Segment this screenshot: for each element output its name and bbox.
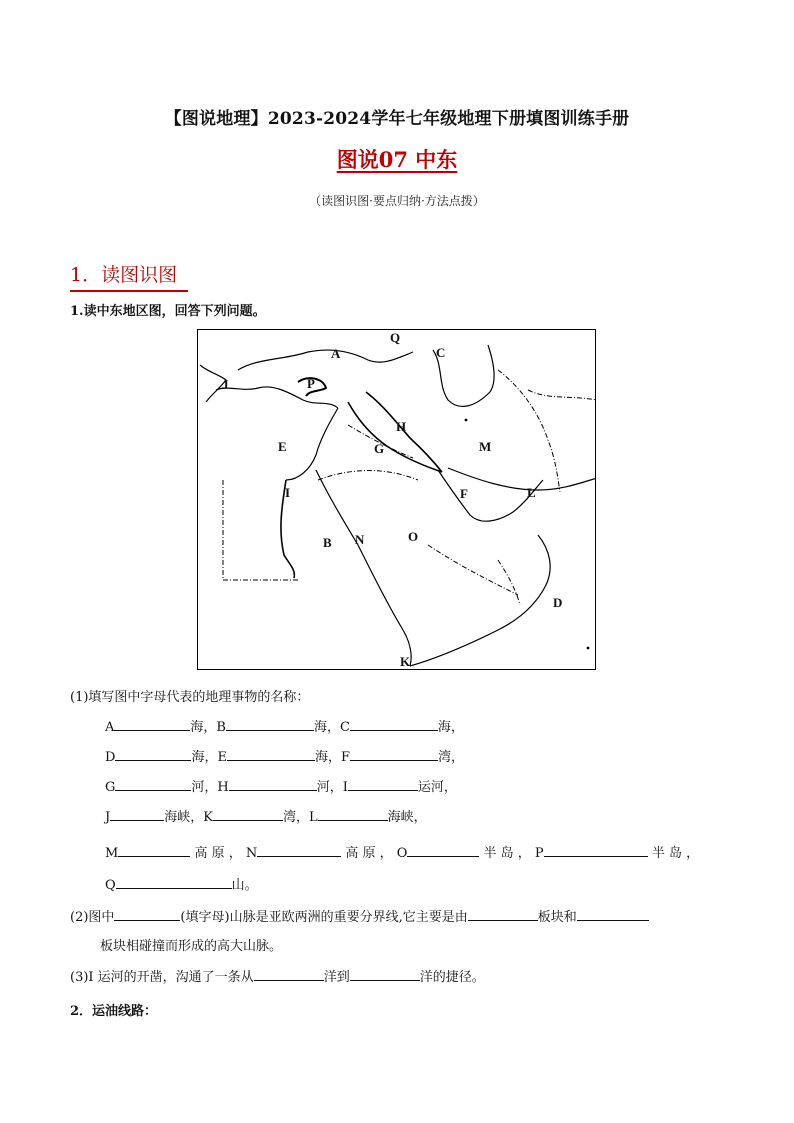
map-label-l: L [527, 485, 536, 500]
row2-letter: D [105, 750, 116, 765]
row4-suffix-a: 海峡，K [164, 810, 213, 825]
map-label-a: A [331, 346, 341, 361]
question-2-title-oil-route: 2．运油线路： [70, 1004, 158, 1019]
map-label-d: D [553, 595, 563, 610]
row5-suffix-d: 半 岛 ， [647, 846, 700, 861]
map-label-m: M [479, 439, 492, 454]
row5-suffix-c: 半 岛 ， P [479, 846, 544, 861]
map-label-o: O [408, 529, 419, 544]
answer-blank-k[interactable] [213, 807, 283, 821]
question-1-row-2 [105, 746, 464, 765]
answer-blank-plate-1[interactable] [468, 907, 538, 921]
question-1-row-3 [105, 776, 457, 795]
answer-blank-m[interactable] [118, 843, 190, 857]
question-1-row-4 [105, 806, 427, 825]
row2-suffix-c: 湾， [437, 750, 464, 765]
question-1-row-6 [105, 874, 258, 893]
answer-blank-c[interactable] [350, 717, 438, 731]
question-1-row-1 [105, 716, 464, 735]
answer-blank-j[interactable] [110, 807, 164, 821]
iran-south-coast [448, 468, 596, 490]
map-label-p: P [307, 376, 315, 391]
question-1-title: 1.读中东地区图，回答下列问题。 [70, 304, 266, 319]
map-label-k: K [400, 654, 411, 669]
answer-blank-q[interactable] [116, 875, 232, 889]
map-label-j: J [222, 377, 229, 392]
map-label-i: I [285, 485, 291, 500]
document-tagline: （读图识图·要点归纳·方法点拨） [309, 194, 485, 208]
document-subtitle [0, 144, 794, 174]
border-line-2 [318, 471, 418, 480]
row5-letter: M [105, 846, 119, 861]
row2-suffix-b: 海，F [314, 750, 350, 765]
q3-part-c: 洋的捷径。 [419, 970, 485, 985]
map-label-f: F [460, 486, 468, 501]
row3-suffix-b: 河，I [316, 780, 348, 795]
section-heading-read-map: 1．读图识图 [70, 260, 188, 292]
map-label-h: H [396, 419, 407, 434]
border-line-6 [528, 390, 596, 400]
row5-suffix-b: 高 原 ， O [341, 846, 408, 861]
row3-suffix-c: 运河， [417, 780, 457, 795]
row1-suffix-b: 海，C [313, 720, 350, 735]
answer-blank-f[interactable] [350, 747, 438, 761]
map-label-c: C [436, 345, 446, 360]
map-label-n: N [355, 532, 365, 547]
answer-blank-a[interactable] [114, 717, 190, 731]
answer-blank-mountain[interactable] [114, 907, 180, 921]
q3-part-b: 洋到 [323, 970, 350, 985]
map-label-g: G [374, 441, 385, 456]
answer-blank-n[interactable] [257, 843, 341, 857]
row3-suffix-a: 河，H [191, 780, 229, 795]
document-title: 【图说地理】2023-2024学年七年级地理下册填图训练手册 [164, 109, 630, 129]
answer-blank-ocean-1[interactable] [254, 967, 324, 981]
row1-suffix-a: 海，B [190, 720, 226, 735]
map-label-q: Q [390, 330, 401, 345]
answer-blank-p[interactable] [544, 843, 648, 857]
row6-letter: Q [105, 878, 116, 893]
answer-blank-g[interactable] [115, 777, 191, 791]
answer-blank-l[interactable] [318, 807, 388, 821]
q2-part-a: (2)图中 [70, 910, 115, 925]
q2-part-c: 板块和 [537, 910, 577, 925]
answer-blank-plate-2[interactable] [577, 907, 649, 921]
row5-suffix-a: 高 原 ， N [190, 846, 258, 861]
levant-coast [286, 408, 338, 480]
subtitle-text: 图说07 中东 [336, 147, 458, 172]
answer-blank-i[interactable] [348, 777, 418, 791]
row2-suffix-a: 海，E [191, 750, 227, 765]
row1-suffix-c: 海， [437, 720, 464, 735]
euphrates-river [348, 402, 442, 472]
question-1-intro: (1)填写图中字母代表的地理事物的名称： [70, 690, 310, 705]
question-2-line-1 [70, 906, 649, 925]
row3-letter: G [105, 780, 116, 795]
question-3 [70, 966, 485, 985]
answer-blank-o[interactable] [407, 843, 479, 857]
row6-suffix-a: 山。 [231, 878, 258, 893]
row4-suffix-b: 湾，L [282, 810, 318, 825]
map-label-b: B [323, 535, 332, 550]
q2-part-b: (填字母)山脉是亚欧两洲的重要分界线,它主要是由 [180, 910, 468, 925]
row1-letter: A [105, 720, 115, 735]
answer-blank-e[interactable] [227, 747, 315, 761]
arabia-south-coast [410, 535, 550, 666]
question-1-row-5 [105, 842, 699, 861]
map-label-e: E [278, 439, 287, 454]
middle-east-map [197, 329, 596, 670]
question-2-line-2: 板块相碰撞而形成的高大山脉。 [100, 939, 283, 954]
row4-suffix-c: 海峡， [387, 810, 427, 825]
q3-part-a: (3)I 运河的开凿，沟通了一条从 [70, 970, 254, 985]
answer-blank-h[interactable] [229, 777, 317, 791]
border-line-5 [498, 370, 560, 492]
answer-blank-d[interactable] [115, 747, 191, 761]
map-dot-1 [465, 419, 468, 422]
answer-blank-b[interactable] [226, 717, 314, 731]
row4-letter: J [105, 810, 111, 825]
map-drawing [198, 330, 596, 670]
answer-blank-ocean-2[interactable] [350, 967, 420, 981]
border-line-8 [498, 560, 520, 605]
map-dot-2 [587, 647, 590, 650]
black-sea-coast [238, 350, 413, 370]
red-sea-east-coast [316, 470, 411, 669]
